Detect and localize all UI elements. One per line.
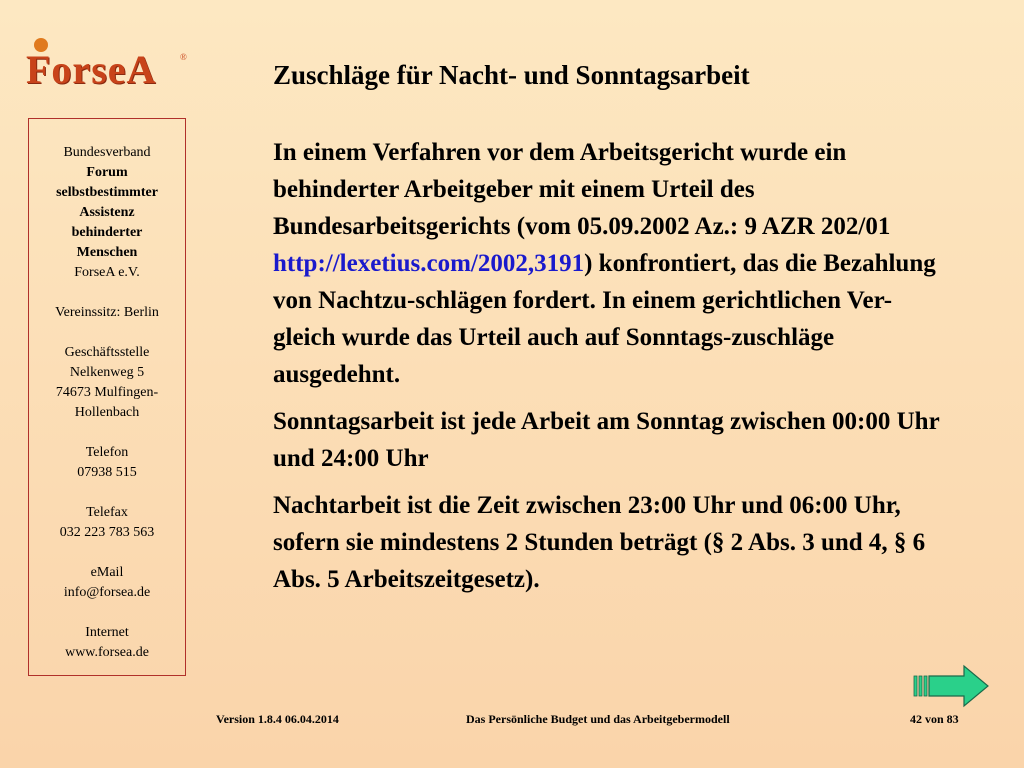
phone-number: 07938 515 (77, 465, 137, 480)
org-name-5: Menschen (76, 245, 138, 260)
paragraph-verdict-end: ) konfrontiert, das die Bezahlung von Nachtzu-schlägen fordert. In einem gerichtlichen Ver-gleich wurde das Urteil auch auf Sonntags-zuschläge ausgedehnt. (273, 250, 936, 388)
paragraph-sunday-work: Sonntagsarbeit ist jede Arbeit am Sonntag zwischen 00:00 Uhr und 24:00 Uhr (273, 408, 940, 472)
footer-topic: Das Persönliche Budget und das Arbeitgebermodell (466, 712, 730, 726)
footer-page-number: 42 von 83 (910, 712, 959, 726)
logo-text: ForseA (26, 47, 157, 92)
lexetius-link[interactable]: http://lexetius.com/2002,3191 (273, 250, 585, 277)
org-short: ForseA e.V. (74, 265, 140, 280)
next-slide-button[interactable] (912, 664, 990, 708)
footer-version: Version 1.8.4 06.04.2014 (216, 712, 339, 726)
slide-title: Zuschläge für Nacht- und Sonntagsarbeit (273, 60, 750, 90)
contact-sidebar (28, 118, 186, 676)
forsea-logo (20, 38, 190, 96)
paragraph-verdict (273, 134, 943, 393)
registered-mark: ® (180, 52, 187, 62)
web-label: Internet (85, 625, 129, 640)
web-address[interactable]: www.forsea.de (65, 645, 149, 660)
paragraph-night-work: Nachtarbeit ist die Zeit zwischen 23:00 Uhr und 06:00 Uhr, sofern sie mindestens 2 Stunden beträgt (§ 2 Abs. 3 und 4, § 6 Abs. 5 Arbeitszeitgesetz). (273, 492, 926, 593)
paragraph-verdict-start: In einem Verfahren vor dem Arbeitsgericht wurde ein behinderter Arbeitgeber mit einem Urteil des Bundesarbeitsgerichts (vom 05.09.2002 Az.: 9 AZR 202/01 (273, 139, 891, 240)
fax-label: Telefax (86, 505, 128, 520)
office-city: 74673 Mulfingen- (55, 385, 159, 400)
org-line: Bundesverband (63, 145, 151, 160)
email-label: eMail (90, 565, 124, 580)
seat: Vereinssitz: Berlin (55, 305, 159, 320)
office-district: Hollenbach (74, 405, 140, 420)
office-label: Geschäftsstelle (64, 345, 150, 360)
org-name-1: Forum (86, 165, 128, 180)
org-name-3: Assistenz (79, 205, 135, 220)
slide-content (273, 134, 943, 608)
arrow-right-icon (912, 664, 990, 708)
office-street: Nelkenweg 5 (69, 365, 145, 380)
phone-label: Telefon (85, 445, 129, 460)
fax-number: 032 223 783 563 (59, 525, 155, 540)
email-address[interactable]: info@forsea.de (63, 585, 151, 600)
org-name-4: behinderter (71, 225, 143, 240)
org-name-2: selbstbestimmter (56, 185, 158, 200)
